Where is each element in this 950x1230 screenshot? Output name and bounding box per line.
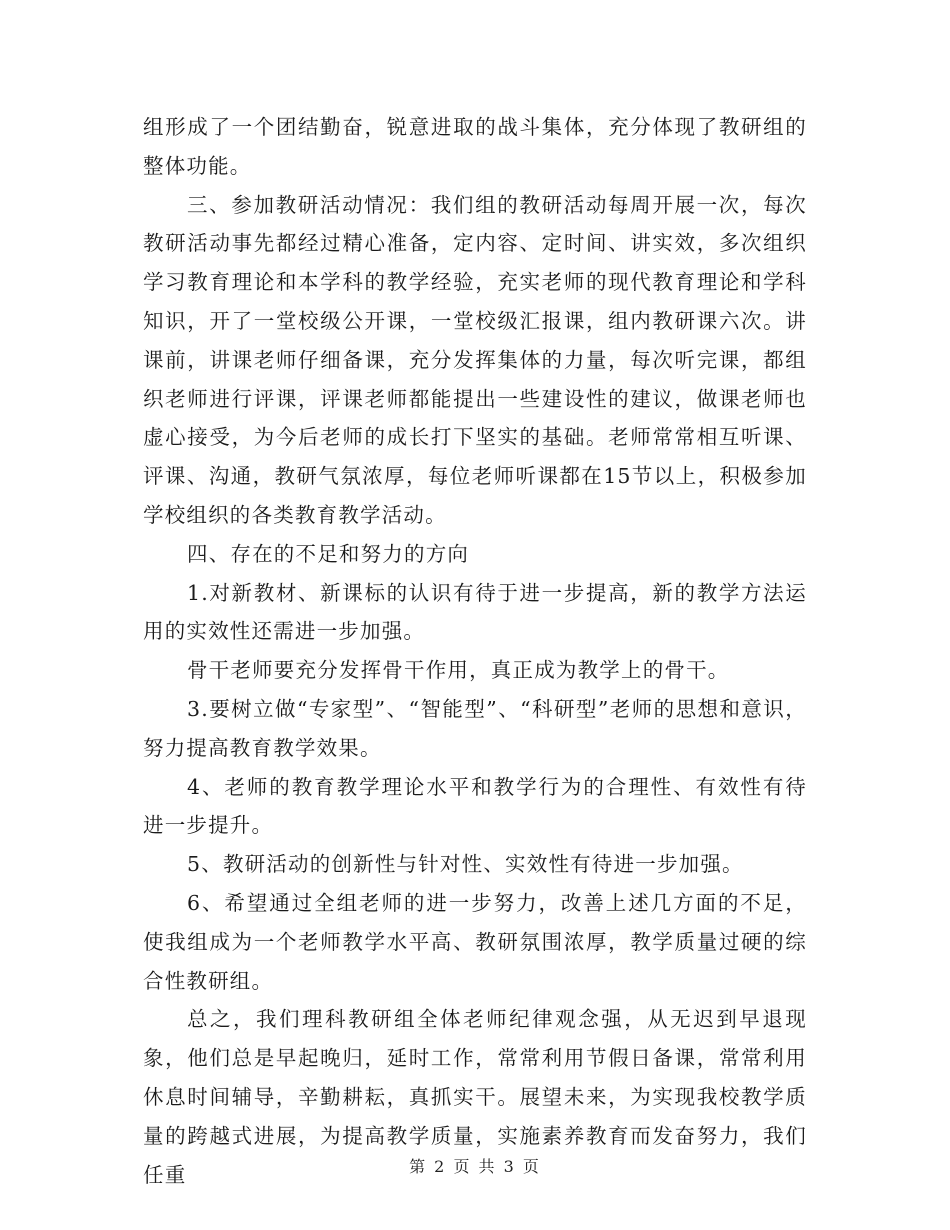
paragraph-section-three: 三、参加教研活动情况：我们组的教研活动每周开展一次，每次教研活动事先都经过精心准备，定内容、定时间、讲实效，多次组织学习教育理论和本学科的教学经验，充实老师的现代教育理论和学科知识，开了一堂校级公开课，一堂校级汇报课，组内教研课六次。讲课前，讲课老师仔细备课，充分发挥集体的力量，每次听完课，都组织老师进行评课，评课老师都能提出一些建设性的建议，做课老师也虚心接受，为今后老师的成长打下坚实的基础。老师常常相互听课、评课、沟通，教研气氛浓厚，每位老师听课都在15节以上，积极参加学校组织的各类教育教学活动。 — [143, 192, 807, 527]
list-item-4: 4、老师的教育教学理论水平和教学行为的合理性、有效性有待进一步提升。 — [143, 774, 807, 838]
list-item-6: 6、希望通过全组老师的进一步努力，改善上述几方面的不足，使我组成为一个老师教学水平高、教研氛围浓厚，教学质量过硬的综合性教研组。 — [143, 890, 807, 993]
section-heading-four: 四、存在的不足和努力的方向 — [187, 541, 470, 566]
paragraph-continuation: 组形成了一个团结勤奋，锐意进取的战斗集体，充分体现了教研组的整体功能。 — [143, 115, 807, 178]
list-item-3: 3.要树立做“专家型”、“智能型”、“科研型”老师的思想和意识，努力提高教育教学效果。 — [143, 696, 807, 760]
list-item-1: 1.对新教材、新课标的认识有待于进一步提高，新的教学方法运用的实效性还需进一步加强。 — [143, 580, 807, 644]
list-item-2: 骨干老师要充分发挥骨干作用，真正成为教学上的骨干。 — [187, 658, 730, 683]
list-item-5: 5、教研活动的创新性与针对性、实效性有待进一步加强。 — [187, 852, 744, 877]
page-number-footer: 第 2 页 共 3 页 — [409, 1157, 541, 1176]
paragraph-summary: 总之，我们理科教研组全体老师纪律观念强，从无迟到早退现象，他们总是早起晚归，延时工作，常常利用节假日备课，常常利用休息时间辅导，辛勤耕耘，真抓实干。展望未来，为实现我校教学质量的跨越式进展，为提高教学质量，实施素养教育而发奋努力，我们任重 — [143, 1007, 807, 1187]
document-body — [143, 108, 807, 1194]
